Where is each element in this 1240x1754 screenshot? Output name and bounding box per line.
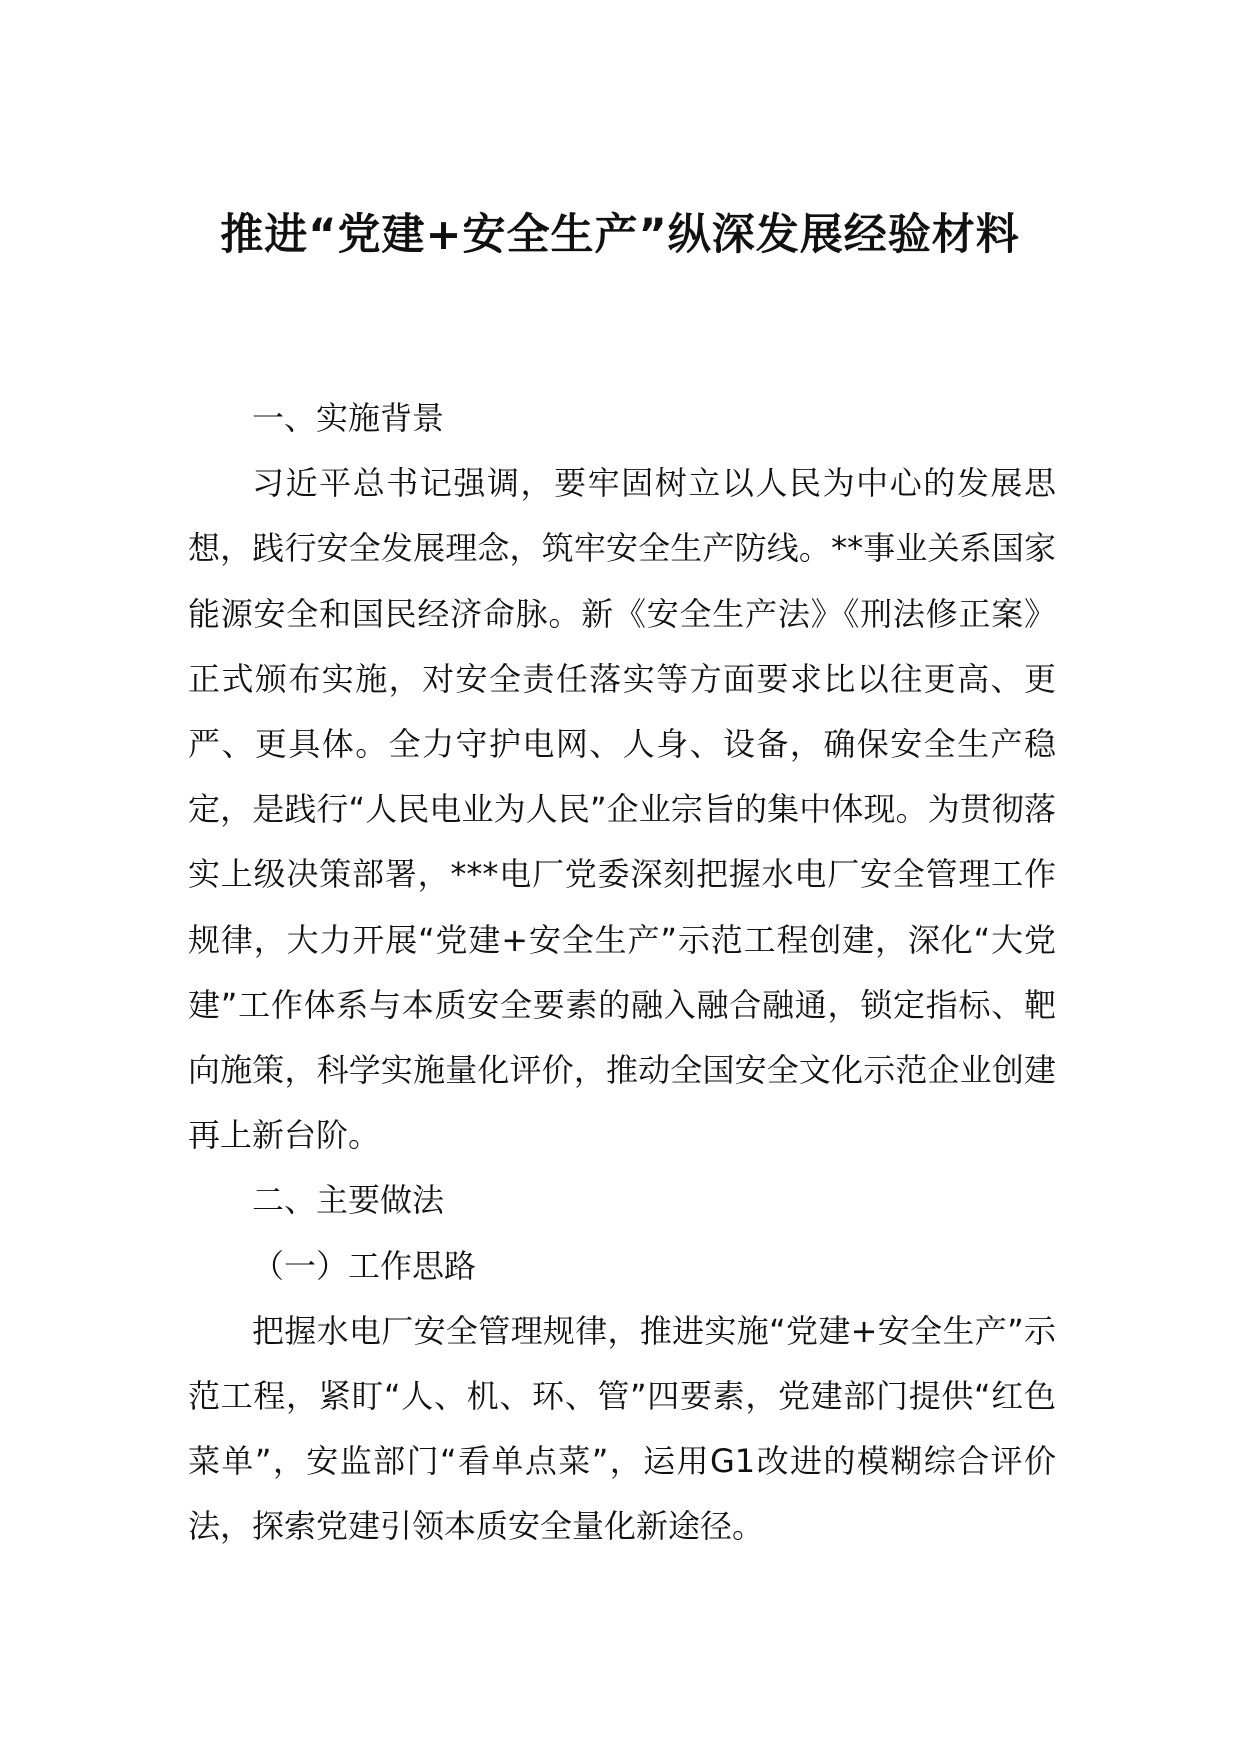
document-body [188, 386, 1056, 1560]
subsection-heading-approach: （一）工作思路 [252, 1246, 477, 1285]
paragraph-background: 习近平总书记强调，要牢固树立以人民为中心的发展思想，践行安全发展理念，筑牢安全生产防线。**事业关系国家能源安全和国民经济命脉。新《安全生产法》《刑法修正案》正式颁布实施，对安全责任落实等方面要求比以往更高、更严、更具体。全力守护电网、人身、设备，确保安全生产稳定，是践行“人民电业为人民”企业宗旨的集中体现。为贯彻落实上级决策部署，***电厂党委深刻把握水电厂安全管理工作规律，大力开展“党建+安全生产”示范工程创建，深化“大党建”工作体系与本质安全要素的融入融合融通，锁定指标、靶向施策，科学实施量化评价，推动全国安全文化示范企业创建再上新台阶。 [188, 464, 1056, 1155]
paragraph-approach: 把握水电厂安全管理规律，推进实施“党建+安全生产”示范工程，紧盯“人、机、环、管”四要素，党建部门提供“红色菜单”，安监部门“看单点菜”，运用G1改进的模糊综合评价法，探索党建引领本质安全量化新途径。 [188, 1311, 1056, 1546]
section-heading-methods: 二、主要做法 [252, 1181, 445, 1220]
section-heading-background: 一、实施背景 [252, 399, 445, 437]
document-title: 推进“党建+安全生产”纵深发展经验材料 [220, 210, 1020, 260]
